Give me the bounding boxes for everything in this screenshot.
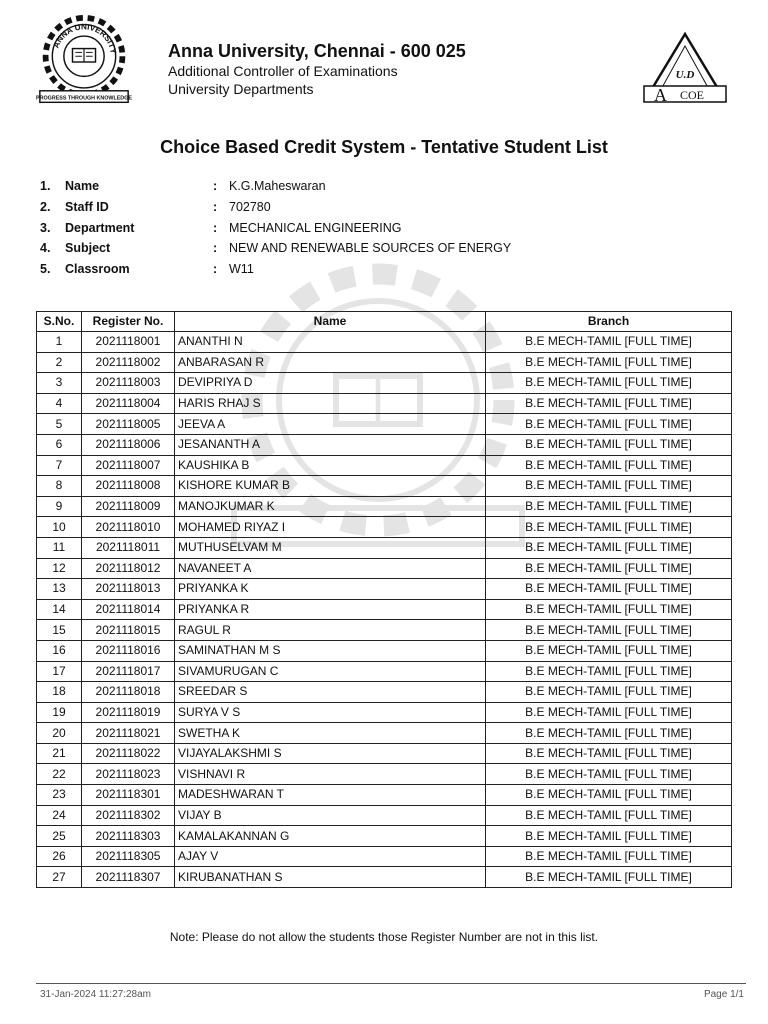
- cell-branch: B.E MECH-TAMIL [FULL TIME]: [486, 846, 732, 867]
- cell-branch: B.E MECH-TAMIL [FULL TIME]: [486, 599, 732, 620]
- cell-name: AJAY V: [175, 846, 486, 867]
- cell-name: JESANANTH A: [175, 434, 486, 455]
- cell-branch: B.E MECH-TAMIL [FULL TIME]: [486, 702, 732, 723]
- table-body: [37, 332, 732, 888]
- cell-branch: B.E MECH-TAMIL [FULL TIME]: [486, 496, 732, 517]
- logo-motto: PROGRESS THROUGH KNOWLEDGE: [36, 95, 132, 102]
- cell-name: VIJAYALAKSHMI S: [175, 743, 486, 764]
- cell-name: VISHNAVI R: [175, 764, 486, 785]
- cell-sno: 10: [37, 517, 82, 538]
- table-row: [37, 558, 732, 579]
- cell-sno: 19: [37, 702, 82, 723]
- cell-branch: B.E MECH-TAMIL [FULL TIME]: [486, 620, 732, 641]
- logo-a-letter: A: [654, 85, 667, 105]
- table-row: [37, 517, 732, 538]
- table-row: [37, 846, 732, 867]
- cell-name: SREEDAR S: [175, 682, 486, 703]
- anna-university-logo-icon: [36, 14, 132, 110]
- table-row: [37, 764, 732, 785]
- cell-sno: 24: [37, 805, 82, 826]
- cell-sno: 15: [37, 620, 82, 641]
- cell-name: VIJAY B: [175, 805, 486, 826]
- cell-name: PRIYANKA K: [175, 579, 486, 600]
- cell-register-no: 2021118014: [82, 599, 175, 620]
- classroom: W11: [229, 262, 254, 277]
- cell-sno: 8: [37, 476, 82, 497]
- cell-sno: 25: [37, 826, 82, 847]
- info-row-staff-id: 2. Staff ID : 702780: [40, 200, 271, 215]
- cell-register-no: 2021118305: [82, 846, 175, 867]
- cell-sno: 22: [37, 764, 82, 785]
- cell-sno: 3: [37, 373, 82, 394]
- cell-name: HARIS RHAJ S: [175, 393, 486, 414]
- table-row: [37, 373, 732, 394]
- staff-name: K.G.Maheswaran: [229, 179, 326, 194]
- logo-ud-text: U.D: [675, 69, 695, 81]
- table-row: [37, 579, 732, 600]
- cell-sno: 2: [37, 352, 82, 373]
- cell-branch: B.E MECH-TAMIL [FULL TIME]: [486, 434, 732, 455]
- cell-sno: 27: [37, 867, 82, 888]
- cell-sno: 9: [37, 496, 82, 517]
- cell-sno: 20: [37, 723, 82, 744]
- cell-name: NAVANEET A: [175, 558, 486, 579]
- document-header: [168, 40, 466, 98]
- table-row: [37, 785, 732, 806]
- cell-register-no: 2021118012: [82, 558, 175, 579]
- cell-register-no: 2021118302: [82, 805, 175, 826]
- info-row-subject: 4. Subject : NEW AND RENEWABLE SOURCES OF ENERGY: [40, 241, 512, 256]
- cell-register-no: 2021118021: [82, 723, 175, 744]
- cell-sno: 7: [37, 455, 82, 476]
- col-sno: S.No.: [37, 312, 82, 332]
- student-table: [36, 311, 732, 888]
- cell-register-no: 2021118007: [82, 455, 175, 476]
- cell-branch: B.E MECH-TAMIL [FULL TIME]: [486, 579, 732, 600]
- info-row-name: 1. Name : K.G.Maheswaran: [40, 179, 326, 194]
- cell-name: KAMALAKANNAN G: [175, 826, 486, 847]
- cell-sno: 12: [37, 558, 82, 579]
- cell-sno: 18: [37, 682, 82, 703]
- table-row: [37, 455, 732, 476]
- table-row: [37, 476, 732, 497]
- info-row-classroom: 5. Classroom : W11: [40, 262, 254, 277]
- cell-branch: B.E MECH-TAMIL [FULL TIME]: [486, 558, 732, 579]
- footer-page-number: Page 1/1: [703, 989, 744, 1000]
- cell-sno: 6: [37, 434, 82, 455]
- cell-branch: B.E MECH-TAMIL [FULL TIME]: [486, 373, 732, 394]
- office-name: Additional Controller of Examinations: [168, 63, 398, 79]
- cell-branch: B.E MECH-TAMIL [FULL TIME]: [486, 455, 732, 476]
- cell-branch: B.E MECH-TAMIL [FULL TIME]: [486, 805, 732, 826]
- cell-name: MANOJKUMAR K: [175, 496, 486, 517]
- cell-branch: B.E MECH-TAMIL [FULL TIME]: [486, 867, 732, 888]
- table-row: [37, 599, 732, 620]
- table-row: [37, 537, 732, 558]
- table-row: [37, 640, 732, 661]
- acoe-logo-icon: [640, 30, 730, 106]
- document-title: Choice Based Credit System - Tentative Student List: [160, 137, 608, 157]
- cell-register-no: 2021118022: [82, 743, 175, 764]
- table-row: [37, 352, 732, 373]
- cell-sno: 11: [37, 537, 82, 558]
- footer-divider: [36, 983, 746, 984]
- table-row: [37, 867, 732, 888]
- cell-register-no: 2021118005: [82, 414, 175, 435]
- cell-name: SWETHA K: [175, 723, 486, 744]
- cell-sno: 5: [37, 414, 82, 435]
- table-row: [37, 723, 732, 744]
- col-name: Name: [175, 312, 486, 332]
- cell-name: RAGUL R: [175, 620, 486, 641]
- cell-register-no: 2021118018: [82, 682, 175, 703]
- cell-name: ANBARASAN R: [175, 352, 486, 373]
- department: MECHANICAL ENGINEERING: [229, 220, 402, 235]
- table-row: [37, 620, 732, 641]
- table-row: [37, 414, 732, 435]
- cell-branch: B.E MECH-TAMIL [FULL TIME]: [486, 743, 732, 764]
- cell-name: KISHORE KUMAR B: [175, 476, 486, 497]
- cell-name: SAMINATHAN M S: [175, 640, 486, 661]
- cell-name: JEEVA A: [175, 414, 486, 435]
- cell-name: SIVAMURUGAN C: [175, 661, 486, 682]
- table-row: [37, 743, 732, 764]
- cell-name: MOHAMED RIYAZ I: [175, 517, 486, 538]
- table-row: [37, 826, 732, 847]
- cell-name: KAUSHIKA B: [175, 455, 486, 476]
- cell-name: MADESHWARAN T: [175, 785, 486, 806]
- col-register-no: Register No.: [82, 312, 175, 332]
- table-row: [37, 805, 732, 826]
- cell-register-no: 2021118003: [82, 373, 175, 394]
- cell-register-no: 2021118017: [82, 661, 175, 682]
- cell-branch: B.E MECH-TAMIL [FULL TIME]: [486, 640, 732, 661]
- cell-register-no: 2021118013: [82, 579, 175, 600]
- cell-sno: 14: [37, 599, 82, 620]
- cell-branch: B.E MECH-TAMIL [FULL TIME]: [486, 414, 732, 435]
- cell-branch: B.E MECH-TAMIL [FULL TIME]: [486, 661, 732, 682]
- table-row: [37, 434, 732, 455]
- cell-name: PRIYANKA R: [175, 599, 486, 620]
- cell-sno: 16: [37, 640, 82, 661]
- table-row: [37, 661, 732, 682]
- cell-branch: B.E MECH-TAMIL [FULL TIME]: [486, 352, 732, 373]
- cell-sno: 23: [37, 785, 82, 806]
- cell-branch: B.E MECH-TAMIL [FULL TIME]: [486, 785, 732, 806]
- cell-register-no: 2021118001: [82, 332, 175, 353]
- cell-register-no: 2021118010: [82, 517, 175, 538]
- cell-branch: B.E MECH-TAMIL [FULL TIME]: [486, 393, 732, 414]
- cell-register-no: 2021118006: [82, 434, 175, 455]
- cell-branch: B.E MECH-TAMIL [FULL TIME]: [486, 682, 732, 703]
- staff-id: 702780: [229, 200, 271, 215]
- cell-branch: B.E MECH-TAMIL [FULL TIME]: [486, 723, 732, 744]
- table-row: [37, 702, 732, 723]
- cell-sno: 26: [37, 846, 82, 867]
- info-row-department: 3. Department : MECHANICAL ENGINEERING: [40, 220, 402, 235]
- cell-sno: 13: [37, 579, 82, 600]
- cell-branch: B.E MECH-TAMIL [FULL TIME]: [486, 332, 732, 353]
- cell-name: KIRUBANATHAN S: [175, 867, 486, 888]
- cell-register-no: 2021118019: [82, 702, 175, 723]
- footer-timestamp: 31-Jan-2024 11:27:28am: [40, 989, 152, 1000]
- table-row: [37, 332, 732, 353]
- cell-name: ANANTHI N: [175, 332, 486, 353]
- cell-register-no: 2021118009: [82, 496, 175, 517]
- cell-branch: B.E MECH-TAMIL [FULL TIME]: [486, 764, 732, 785]
- cell-register-no: 2021118011: [82, 537, 175, 558]
- col-branch: Branch: [486, 312, 732, 332]
- university-name: Anna University, Chennai - 600 025: [168, 41, 466, 61]
- cell-name: SURYA V S: [175, 702, 486, 723]
- cell-register-no: 2021118307: [82, 867, 175, 888]
- cell-sno: 4: [37, 393, 82, 414]
- cell-name: MUTHUSELVAM M: [175, 537, 486, 558]
- logo-arc-text: ANNA UNIVERSITY: [51, 22, 118, 55]
- cell-register-no: 2021118004: [82, 393, 175, 414]
- cell-branch: B.E MECH-TAMIL [FULL TIME]: [486, 826, 732, 847]
- subject: NEW AND RENEWABLE SOURCES OF ENERGY: [229, 241, 512, 256]
- table-row: [37, 393, 732, 414]
- cell-branch: B.E MECH-TAMIL [FULL TIME]: [486, 537, 732, 558]
- cell-register-no: 2021118008: [82, 476, 175, 497]
- cell-branch: B.E MECH-TAMIL [FULL TIME]: [486, 517, 732, 538]
- cell-register-no: 2021118015: [82, 620, 175, 641]
- cell-sno: 1: [37, 332, 82, 353]
- table-row: [37, 496, 732, 517]
- table-row: [37, 682, 732, 703]
- cell-register-no: 2021118301: [82, 785, 175, 806]
- cell-register-no: 2021118023: [82, 764, 175, 785]
- cell-register-no: 2021118303: [82, 826, 175, 847]
- department-group: University Departments: [168, 81, 314, 97]
- note-text: Note: Please do not allow the students those Register Number are not in this list.: [169, 930, 599, 944]
- table-header-row: [37, 312, 732, 332]
- logo-coe-text: COE: [680, 88, 704, 102]
- cell-register-no: 2021118016: [82, 640, 175, 661]
- cell-name: DEVIPRIYA D: [175, 373, 486, 394]
- cell-sno: 17: [37, 661, 82, 682]
- cell-sno: 21: [37, 743, 82, 764]
- cell-branch: B.E MECH-TAMIL [FULL TIME]: [486, 476, 732, 497]
- cell-register-no: 2021118002: [82, 352, 175, 373]
